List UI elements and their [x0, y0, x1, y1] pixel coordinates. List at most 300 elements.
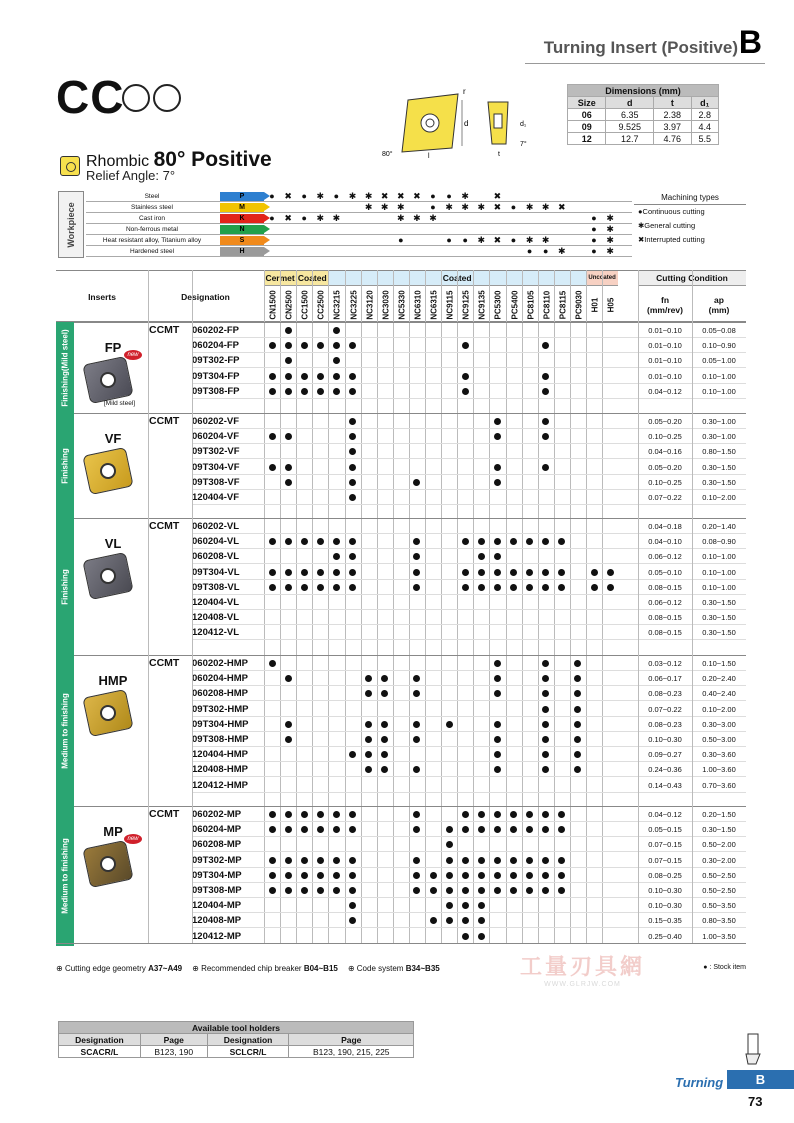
machining-mark: ✱	[541, 235, 550, 245]
stock-dot	[269, 811, 276, 818]
depth-range: 0.30~1.50	[702, 477, 736, 487]
holders-caption: Available tool holders	[59, 1022, 414, 1034]
angle80-label: 80°	[382, 151, 393, 158]
designation: 120408-VL	[192, 612, 240, 624]
iso-badge-S: S	[220, 236, 264, 245]
machining-mark: ●	[269, 191, 275, 201]
grade-group-header: Coated	[296, 271, 328, 286]
table-row	[192, 686, 746, 701]
workpiece-label: Workpiece	[66, 201, 76, 248]
workpiece-row	[86, 235, 632, 246]
machining-mark: ✖	[558, 202, 566, 212]
stock-dot	[510, 584, 517, 591]
stock-dot	[494, 766, 501, 773]
rhombic-shape-icon	[60, 156, 80, 176]
stock-dot	[333, 373, 340, 380]
depth-range: 0.50~3.50	[702, 901, 736, 911]
designation: 060204-MP	[192, 824, 242, 836]
stock-dot	[558, 811, 565, 818]
insert-code: CCMT	[149, 324, 180, 336]
section-tab: Finishing	[56, 413, 74, 518]
stock-dot	[317, 569, 324, 576]
grade-header: PC8115	[558, 290, 568, 320]
stock-dot	[542, 736, 549, 743]
stock-dot	[446, 917, 453, 924]
stock-dot	[574, 721, 581, 728]
stock-dot	[462, 933, 469, 940]
stock-dot	[333, 857, 340, 864]
stock-dot	[349, 494, 356, 501]
machining-mark: ✱	[477, 235, 486, 245]
stock-dot	[317, 342, 324, 349]
feed-range: 0.14~0.43	[648, 780, 682, 790]
stock-dot	[494, 464, 501, 471]
dim-cell: 4.76	[654, 133, 691, 145]
dim-header: t	[654, 97, 691, 109]
machining-mark: ●	[510, 235, 517, 245]
stock-dot	[349, 448, 356, 455]
depth-range: 0.10~0.90	[702, 341, 736, 351]
workpiece-tab	[58, 191, 84, 258]
stock-dot	[478, 933, 485, 940]
stock-dot	[542, 751, 549, 758]
designation: 120408-HMP	[192, 764, 248, 776]
column-divider	[192, 270, 193, 943]
depth-range: 0.05~0.08	[702, 326, 736, 335]
stock-dot	[301, 887, 308, 894]
feed-range: 0.04~0.16	[648, 447, 682, 457]
feed-range: 0.10~0.25	[648, 477, 682, 487]
designation: 09T304-HMP	[192, 718, 249, 730]
machining-mark: ●	[269, 213, 275, 223]
designation: 09T308-HMP	[192, 734, 249, 745]
machining-mark: ●	[542, 246, 549, 256]
dim-cell: 09	[568, 121, 606, 133]
stock-dot	[269, 887, 276, 894]
dim-cell: 4.4	[691, 121, 718, 133]
stock-dot	[494, 553, 501, 560]
grade-header: NC3215	[332, 290, 342, 320]
depth-range: 0.10~1.00	[702, 582, 736, 592]
stock-dot	[285, 388, 292, 395]
ref-code-system[interactable]: ⊕ Code system B34~B35	[347, 964, 440, 973]
grade-header: PC8105	[526, 290, 536, 320]
designation: 060208-MP	[192, 839, 242, 851]
machining-mark: ●	[526, 246, 533, 256]
stock-dot	[494, 872, 501, 879]
dim-cell: 12	[568, 133, 606, 145]
insert-photo	[82, 840, 133, 888]
table-row	[192, 460, 746, 475]
depth-range: 0.20~1.50	[702, 810, 736, 819]
stock-dot	[462, 887, 469, 894]
depth-range: 0.20~2.40	[702, 674, 736, 684]
machining-mark: ●	[591, 224, 597, 234]
depth-range: 0.80~1.50	[702, 447, 736, 457]
stock-dot	[333, 887, 340, 894]
insert-photo	[82, 552, 133, 600]
stock-dot	[478, 857, 485, 864]
designation: 09T302-VF	[192, 446, 240, 458]
designation: 120404-VF	[192, 492, 240, 503]
relief-angle: Relief Angle: 7°	[86, 168, 176, 183]
designation: 060208-VL	[192, 551, 240, 563]
stock-dot	[349, 751, 356, 758]
machining-mark: ✱	[413, 213, 421, 223]
stock-dot	[462, 538, 469, 545]
machining-mark: ●	[510, 202, 517, 212]
stock-dot	[607, 584, 614, 591]
chapter-tab[interactable]: B	[727, 1070, 794, 1089]
grade-header: NC9135	[477, 290, 487, 320]
depth-range: 0.10~2.00	[702, 704, 736, 714]
section-letter: B	[738, 24, 762, 60]
depth-range: 0.10~1.00	[702, 552, 736, 562]
stock-dot	[494, 857, 501, 864]
holder-cell: B123, 190, 215, 225	[289, 1046, 414, 1058]
depth-range: 0.40~2.40	[702, 689, 736, 699]
stock-dot	[462, 584, 469, 591]
machining-mark: ✱	[461, 191, 469, 201]
stock-dot	[301, 373, 308, 380]
stock-dot	[542, 388, 549, 395]
feed-range: 0.09~0.27	[648, 750, 682, 760]
stock-dot	[574, 751, 581, 758]
stock-dot	[542, 373, 549, 380]
stock-dot	[349, 479, 356, 486]
footer-references	[56, 964, 440, 973]
stock-dot	[365, 766, 372, 773]
col-inserts: Inserts	[88, 291, 116, 302]
stock-dot	[494, 584, 501, 591]
stock-dot	[574, 690, 581, 697]
designation: 060204-HMP	[192, 673, 248, 685]
machining-mark: ✱	[364, 191, 373, 201]
stock-dot	[301, 857, 308, 864]
column-divider	[638, 270, 639, 943]
designation: 09T302-MP	[192, 854, 242, 866]
stock-dot	[430, 917, 437, 924]
table-row	[192, 565, 746, 580]
designation: 060204-VL	[192, 536, 240, 548]
new-badge: new	[124, 350, 142, 360]
table-row	[192, 762, 746, 777]
depth-range: 0.30~2.00	[702, 855, 736, 865]
stock-dot	[365, 736, 372, 743]
feed-range: 0.08~0.15	[648, 582, 682, 592]
feed-range: 0.05~0.10	[648, 567, 682, 577]
feed-range: 0.01~0.10	[648, 341, 682, 351]
dim-cell: 2.38	[654, 109, 691, 121]
machining-mark: ✱	[525, 202, 534, 212]
depth-range: 0.30~1.50	[702, 613, 736, 623]
machining-mark: ●	[446, 235, 452, 245]
stock-dot	[301, 826, 308, 833]
machining-types-legend	[634, 191, 746, 258]
stock-dot	[542, 675, 549, 682]
stock-dot	[413, 675, 420, 682]
depth-range: 0.70~3.60	[702, 780, 736, 790]
watermark: 工量刃具網 WWW.GLRJW.COM	[520, 954, 646, 988]
stock-dot	[349, 857, 356, 864]
stock-dot	[558, 887, 565, 894]
grade-header: NC9125	[461, 290, 471, 320]
stock-dot	[494, 826, 501, 833]
designation: 060202-VL	[192, 521, 240, 532]
machining-mark: ✖	[493, 202, 502, 212]
table-row	[192, 444, 746, 459]
designation: 09T304-VL	[192, 566, 240, 578]
stock-dot	[510, 826, 517, 833]
stock-dot	[413, 811, 420, 818]
machining-mark: ✱	[541, 202, 550, 212]
iso-badge-H: H	[220, 247, 264, 256]
section-tab: Medium to finishing	[56, 806, 74, 946]
stock-dot	[413, 584, 420, 591]
stock-dot	[349, 569, 356, 576]
stock-dot	[269, 857, 276, 864]
stock-dot	[462, 826, 469, 833]
grade-header: NC5330	[397, 290, 407, 320]
dim-cell: 12.7	[606, 133, 654, 145]
stock-dot	[446, 887, 453, 894]
stock-dot	[542, 660, 549, 667]
depth-range: 0.30~3.60	[702, 750, 736, 760]
stock-dot	[574, 766, 581, 773]
section-tab: Finishing	[56, 518, 74, 655]
stock-dot	[413, 826, 420, 833]
stock-dot	[285, 357, 292, 364]
stock-dot	[494, 538, 501, 545]
table-row	[192, 883, 746, 898]
stock-dot	[542, 342, 549, 349]
stock-dot	[365, 721, 372, 728]
dimensions-table	[567, 84, 719, 145]
table-row	[192, 353, 746, 368]
workpiece-row	[86, 246, 632, 257]
depth-range: 0.50~2.00	[702, 840, 736, 850]
machining-mark: ●	[430, 202, 436, 212]
iso-badge-K: K	[220, 214, 264, 223]
stock-dot	[478, 902, 485, 909]
tool-holder-icon	[742, 1032, 766, 1066]
stock-dot	[317, 857, 324, 864]
depth-range: 0.10~1.50	[702, 659, 736, 668]
page-number: 73	[748, 1094, 763, 1109]
depth-range: 0.30~1.00	[702, 417, 736, 426]
grade-header: NC3030	[381, 290, 391, 320]
stock-dot	[574, 675, 581, 682]
stock-dot	[285, 857, 292, 864]
grade-header: CN2500	[284, 290, 294, 320]
ref-geometry[interactable]: ⊕ Cutting edge geometry A37~A49	[56, 964, 183, 973]
dim-header: Size	[568, 97, 606, 109]
grade-header: NC9115	[445, 290, 455, 320]
stock-dot	[574, 706, 581, 713]
feed-range: 0.08~0.23	[648, 719, 682, 729]
table-row	[192, 868, 746, 883]
feed-range: 0.10~0.30	[648, 901, 682, 911]
stock-dot	[413, 766, 420, 773]
designation: 09T302-HMP	[192, 703, 249, 715]
machining-mark: ✱	[606, 224, 614, 234]
stock-dot	[462, 811, 469, 818]
machining-mark: ✱	[429, 213, 437, 223]
workpiece-row	[86, 224, 632, 235]
stock-dot	[413, 553, 420, 560]
feed-range: 0.05~0.15	[648, 825, 682, 835]
stock-dot	[269, 464, 276, 471]
stock-dot	[542, 690, 549, 697]
stock-dot	[494, 433, 501, 440]
stock-dot	[285, 826, 292, 833]
insert-code: CCMT	[149, 520, 180, 532]
stock-dot	[478, 811, 485, 818]
new-badge: new	[124, 834, 142, 844]
depth-range: 1.00~3.50	[702, 931, 736, 941]
depth-range: 0.20~1.40	[702, 522, 736, 531]
stock-dot	[381, 751, 388, 758]
workpiece-row	[86, 191, 632, 202]
stock-dot	[430, 872, 437, 879]
designation: 09T304-FP	[192, 370, 240, 382]
stock-dot	[494, 811, 501, 818]
table-row	[192, 898, 746, 913]
feed-range: 0.08~0.25	[648, 870, 682, 880]
stock-dot	[478, 826, 485, 833]
designation: 09T302-FP	[192, 355, 240, 367]
stock-dot	[462, 388, 469, 395]
ref-chipbreaker[interactable]: ⊕ Recommended chip breaker B04~B15	[192, 964, 338, 973]
stock-dot	[430, 887, 437, 894]
insert-code: CCMT	[149, 808, 180, 820]
depth-range: 0.08~0.90	[702, 537, 736, 547]
feed-range: 0.05~0.20	[648, 417, 682, 426]
machining-mark: ✱	[348, 191, 357, 201]
stock-dot	[591, 569, 598, 576]
stock-dot	[413, 736, 420, 743]
stock-dot	[317, 538, 324, 545]
table-row	[192, 323, 746, 338]
designation: 060202-HMP	[192, 658, 248, 669]
stock-dot	[301, 388, 308, 395]
stock-dot	[542, 857, 549, 864]
stock-dot	[526, 872, 533, 879]
stock-dot	[349, 342, 356, 349]
cutting-condition-header: Cutting Condition	[638, 271, 746, 286]
stock-dot	[462, 917, 469, 924]
stock-dot	[285, 479, 292, 486]
feed-range: 0.01~0.10	[648, 356, 682, 366]
stock-dot	[269, 826, 276, 833]
stock-dot	[333, 569, 340, 576]
designation: 09T304-VF	[192, 461, 240, 473]
stock-dot	[365, 751, 372, 758]
table-row	[192, 807, 746, 822]
stock-dot	[494, 721, 501, 728]
machining-mark: ✱	[380, 202, 389, 212]
stock-dot	[381, 721, 388, 728]
machining-mark: ●	[333, 191, 340, 201]
section-tab: Medium to finishing	[56, 655, 74, 806]
workpiece-name: Hardened steel	[129, 248, 175, 255]
stock-dot	[301, 569, 308, 576]
tool-holders-table	[58, 1021, 414, 1058]
feed-range: 0.10~0.25	[648, 432, 682, 442]
designation: 120408-MP	[192, 915, 242, 927]
table-header	[56, 270, 746, 322]
feed-range: 0.07~0.15	[648, 855, 682, 865]
dim-cell: 3.97	[654, 121, 691, 133]
stock-dot	[269, 373, 276, 380]
machining-mark: ●	[462, 235, 468, 245]
stock-dot	[446, 721, 453, 728]
stock-dot	[510, 857, 517, 864]
table-row	[192, 837, 746, 852]
table-row	[192, 929, 746, 944]
designation: 120412-MP	[192, 930, 242, 942]
machining-mark: ✖	[413, 191, 421, 201]
machining-mark: ✖	[284, 213, 292, 223]
insert-photo	[82, 689, 133, 737]
machining-mark: ✱	[606, 246, 614, 256]
series-placeholder-circles	[122, 84, 181, 112]
stock-dot	[591, 584, 598, 591]
dim-d-label: d	[464, 119, 469, 128]
depth-range: 0.10~1.00	[702, 567, 736, 577]
feed-range: 0.25~0.40	[648, 931, 682, 941]
table-row	[192, 384, 746, 399]
depth-range: 0.30~3.00	[702, 719, 736, 729]
stock-dot	[349, 553, 356, 560]
stock-dot	[446, 826, 453, 833]
insert-code: CCMT	[149, 415, 180, 427]
designation: 09T308-MP	[192, 885, 242, 896]
machining-mark: ●	[591, 235, 597, 245]
feed-range: 0.01~0.10	[648, 371, 682, 381]
machining-mark: ●	[301, 213, 307, 223]
stock-dot	[285, 736, 292, 743]
stock-dot	[607, 569, 614, 576]
depth-range: 0.80~3.50	[702, 916, 736, 926]
table-row	[192, 656, 746, 671]
stock-dot	[542, 418, 549, 425]
dim-r-label: r	[463, 87, 466, 96]
table-row	[192, 732, 746, 747]
stock-dot	[317, 887, 324, 894]
stock-dot	[269, 433, 276, 440]
insert-photo	[82, 356, 133, 404]
stock-dot	[269, 584, 276, 591]
grade-group-header: Cermet	[264, 271, 296, 286]
machining-mark: ✱	[606, 213, 614, 223]
stock-dot	[526, 584, 533, 591]
grade-header: CC1500	[300, 290, 310, 320]
feed-range: 0.04~0.18	[648, 522, 682, 531]
workpiece-name: Cast iron	[138, 215, 165, 222]
stock-dot	[462, 342, 469, 349]
machining-mark: ✖	[493, 191, 502, 201]
stock-dot	[333, 872, 340, 879]
feed-range: 0.06~0.17	[648, 674, 682, 684]
feed-range: 0.07~0.22	[648, 493, 682, 502]
machining-mark: ●	[446, 191, 452, 201]
machining-mark: ✱	[445, 202, 453, 212]
stock-dot	[542, 721, 549, 728]
stock-dot	[526, 811, 533, 818]
stock-dot	[349, 373, 356, 380]
workpiece-name: Steel	[144, 193, 160, 200]
